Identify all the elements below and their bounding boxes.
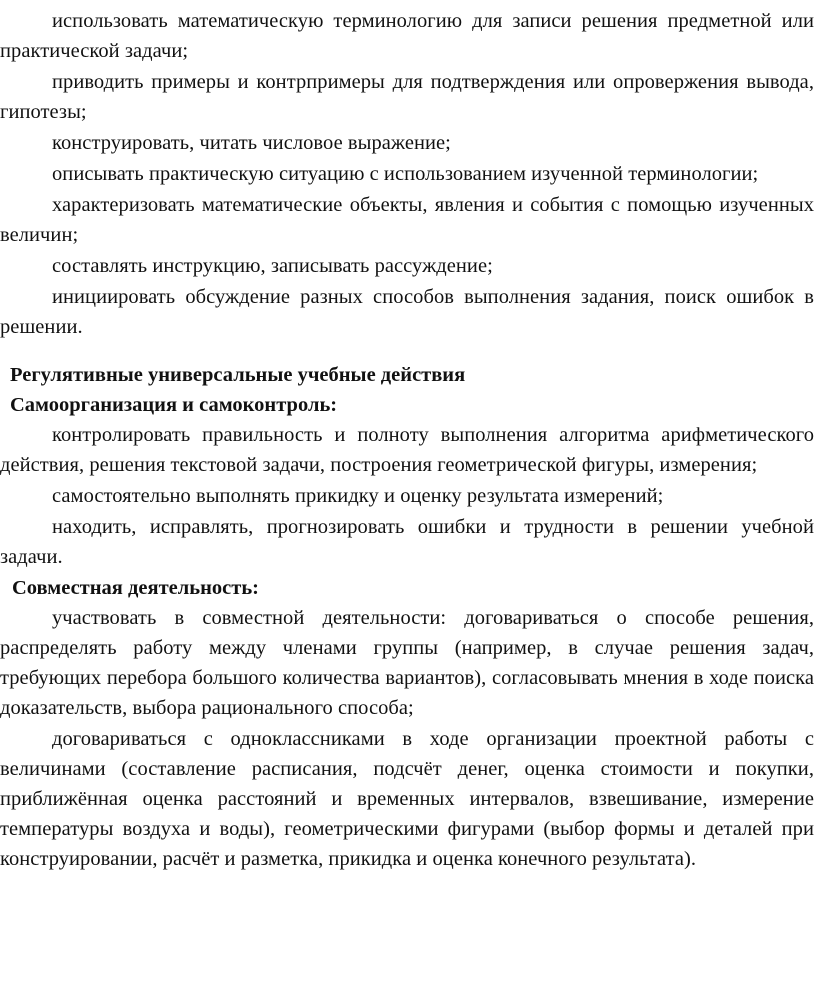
paragraph-participate-joint: участвовать в совместной деятельности: договариваться о способе решения, распределять работу между членами группы (например, в случае решения задач, требующих перебора большого количества вариантов), согласовывать мнения в ходе поиска доказательств, выбора рационального способа; [0, 607, 814, 719]
paragraph-agree-classmates: договариваться с одноклассниками в ходе организации проектной работы с величинами (составление расписания, подсчёт денег, оценка стоимости и покупки, приближённая оценка расстояний и временных интервалов, взвешивание, измерение температуры воздуха и воды), геометрическими фигурами (выбор формы и деталей при конструировании, расчёт и разметка, прикидка и оценка конечного результата). [0, 728, 814, 870]
subheading-joint-activity: Совместная деятельность: [12, 577, 259, 599]
paragraph-characterize-objects: характеризовать математические объекты, явления и события с помощью изученных величин; [0, 194, 814, 246]
paragraph-estimate-results: самостоятельно выполнять прикидку и оценку результата измерений; [52, 485, 664, 507]
paragraph-find-errors: находить, исправлять, прогнозировать ошибки и трудности в решении учебной задачи. [0, 516, 814, 568]
paragraph-instruction-reasoning: составлять инструкцию, записывать рассуждение; [52, 255, 493, 277]
paragraph-examples-counterexamples: приводить примеры и контрпримеры для подтверждения или опровержения вывода, гипотезы; [0, 71, 814, 123]
paragraph-control-correctness: контролировать правильность и полноту выполнения алгоритма арифметического действия, решения текстовой задачи, построения геометрической фигуры, измерения; [0, 424, 814, 476]
paragraph-practical-situation: описывать практическую ситуацию с использованием изученной терминологии; [52, 163, 759, 185]
paragraph-numeric-expression: конструировать, читать числовое выражение; [52, 132, 451, 154]
section-heading-regulative: Регулятивные универсальные учебные действия [10, 364, 466, 386]
paragraph-initiate-discussion: инициировать обсуждение разных способов выполнения задания, поиск ошибок в решении. [0, 286, 814, 338]
paragraph-math-terminology: использовать математическую терминологию для записи решения предметной или практической задачи; [0, 10, 814, 62]
subheading-self-control: Самоорганизация и самоконтроль: [10, 394, 338, 416]
